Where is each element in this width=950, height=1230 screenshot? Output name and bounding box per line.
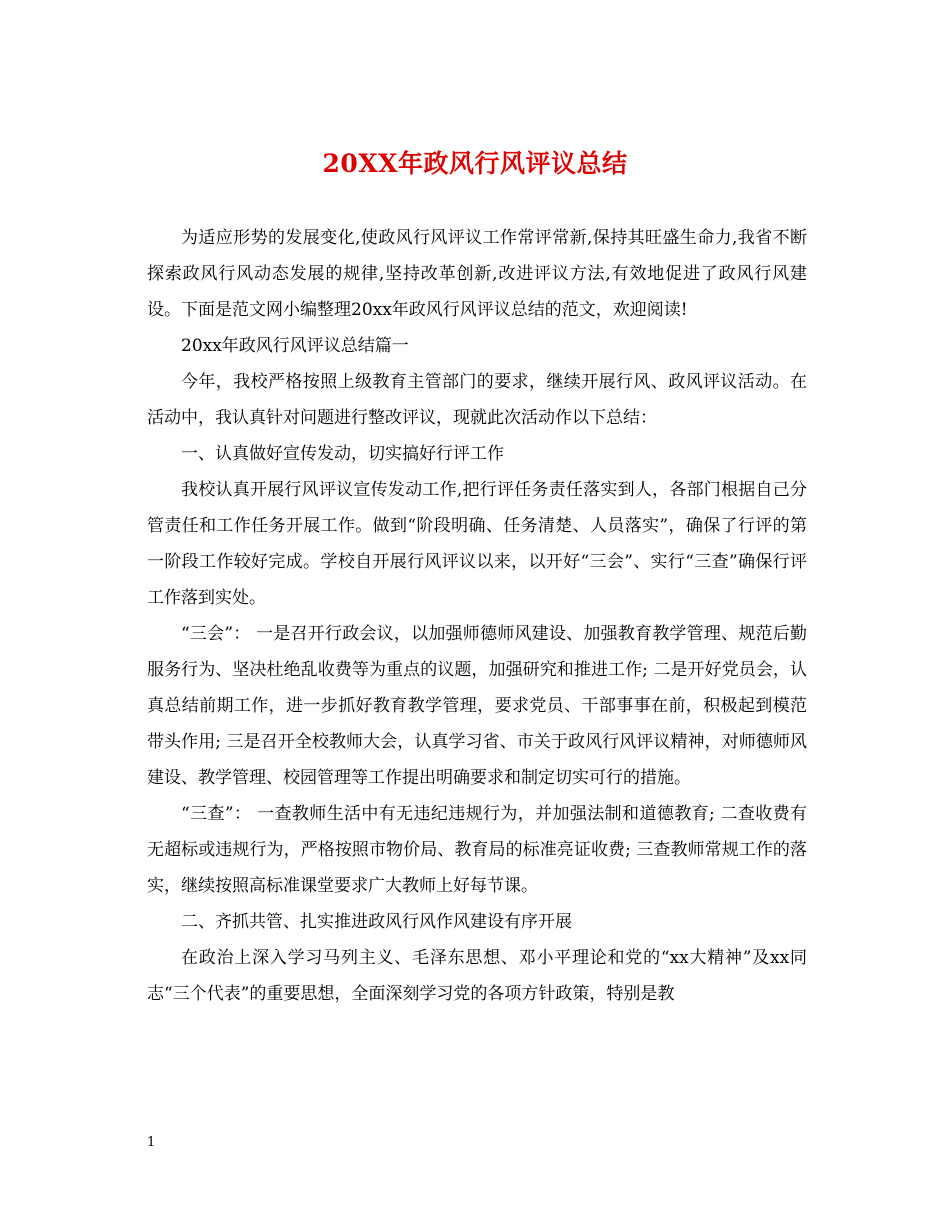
paragraph-overview: 今年，我校严格按照上级教育主管部门的要求，继续开展行风、政风评议活动。在活动中，我认真针对问题进行整改评议，现就此次活动作以下总结： [147, 372, 807, 428]
paragraph-intro: 为适应形势的发展变化,使政风行风评议工作常评常新,保持其旺盛生命力,我省不断探索政风行风动态发展的规律,坚持改革创新,改进评议方法,有效地促进了政风行风建设。下面是范文网小编整理20xx年政风行风评议总结的范文，欢迎阅读! [147, 228, 807, 320]
document-body [147, 220, 807, 1012]
paragraph-mobilization: 我校认真开展行风评议宣传发动工作,把行评任务责任落实到人，各部门根据自己分管责任和工作任务开展工作。做到“阶段明确、任务清楚、人员落实”，确保了行评的第一阶段工作较好完成。学校自开展行风评议以来，以开好“三会”、实行“三查”确保行评工作落到实处。 [147, 480, 807, 608]
document-title: 20XX年政风行风评议总结 [322, 149, 628, 178]
section-heading-part-one: 20xx年政风行风评议总结篇一 [181, 336, 409, 356]
paragraph-three-checks: “三查”： 一查教师生活中有无违纪违规行为，并加强法制和道德教育; 二查收费有无超标或违规行为，严格按照市物价局、教育局的标准亮证收费; 三查教师常规工作的落实，继续按照高标准课堂要求广大教师上好每节课。 [147, 804, 807, 896]
page-number: 1 [147, 1135, 156, 1150]
heading-section-two: 二、齐抓共管、扎实推进政风行风作风建设有序开展 [181, 912, 572, 932]
heading-section-one: 一、认真做好宣传发动，切实搞好行评工作 [181, 444, 504, 464]
paragraph-three-meetings: “三会”： 一是召开行政会议，以加强师德师风建设、加强教育教学管理、规范后勤服务行为、坚决杜绝乱收费等为重点的议题，加强研究和推进工作; 二是开好党员会，认真总结前期工作，进一步抓好教育教学管理，要求党员、干部事事在前，积极起到模范带头作用; 三是召开全校教师大会，认真学习省、市关于政风行风评议精神，对师德师风建设、教学管理、校园管理等工作提出明确要求和制定切实可行的措施。 [147, 624, 807, 788]
paragraph-political-study: 在政治上深入学习马列主义、毛泽东思想、邓小平理论和党的“xx大精神”及xx同志“三个代表”的重要思想，全面深刻学习党的各项方针政策，特别是教 [147, 948, 807, 1004]
